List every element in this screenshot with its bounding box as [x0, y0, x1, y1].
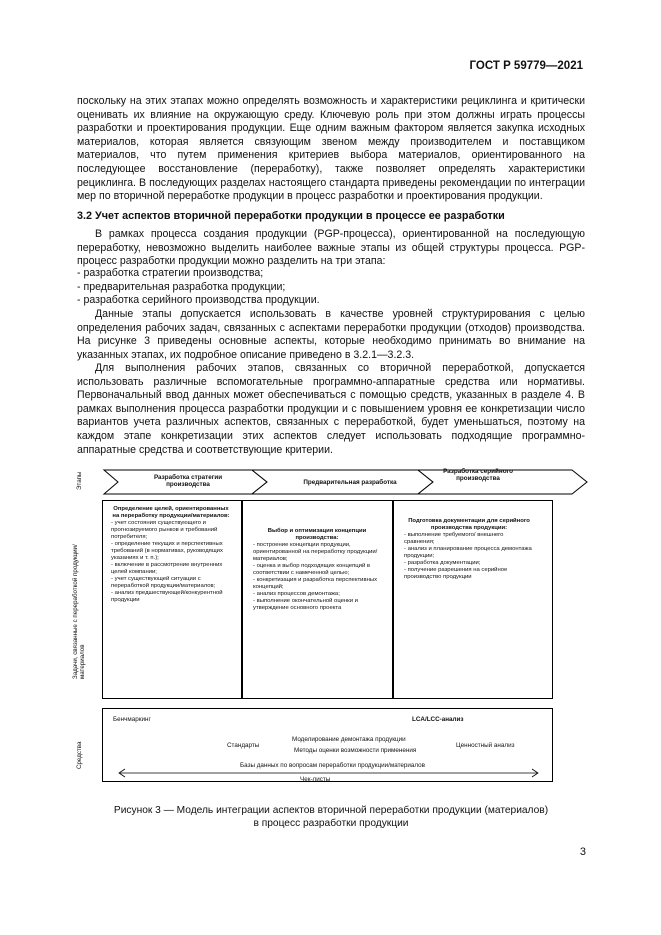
- task-list-preliminary: [253, 528, 381, 612]
- list-item: - оценка и выбор подходящих концепций в соответствии с намеченной целью;: [253, 563, 370, 576]
- task-list-strategy: [111, 506, 231, 604]
- list-item: - учет состояния существующего и прогнозируемого рынков и требований потребителя;: [111, 520, 218, 540]
- caption-line: в процесс разработки продукции: [253, 818, 409, 829]
- caption-line: Рисунок 3 — Модель интеграции аспектов вторичной переработки продукции (материалов): [113, 805, 549, 816]
- list-item: - получение разрешения на серийное производство продукции: [404, 567, 508, 580]
- list-item: - предварительная разработка продукции;: [77, 280, 286, 293]
- task-title: Подготовка документации для серийного производства продукции:: [408, 518, 530, 531]
- tool-databases: Базы данных по вопросам переработки продукции/материалов: [240, 762, 426, 769]
- section-heading: 3.2 Учет аспектов вторичной переработки продукции в процессе ее разработки: [77, 210, 505, 222]
- stage-preliminary: Предварительная разработка: [303, 479, 397, 486]
- tool-standards: Стандарты: [227, 742, 260, 749]
- stage-strategy: Разработка стратегии производства: [153, 474, 223, 489]
- task-title: Определение целей, ориентированных на переработку продукции/материалов:: [112, 506, 230, 519]
- list-item: - разработка документации;: [404, 560, 481, 566]
- tool-benchmarking: Бенчмаркинг: [113, 716, 151, 723]
- list-item: - конкретизация и разработка перспективных концепций;: [253, 577, 378, 590]
- tool-value-analysis: Ценностный анализ: [456, 742, 515, 749]
- paragraph-2: Данные этапы допускается использовать в качестве уровней структурирования с целью определения рабочих задач, связанных с аспектами переработки продукции (отходов) производства. На рисунке 3 приведены основные аспекты, которые необходимо принимать во внимание на указанных этапах, их подробное описание приведено в 3.2.1—3.2.3.: [77, 308, 585, 361]
- list-item: - включение в рассмотрение внутренних целей компании;: [111, 562, 223, 575]
- list-item: - определение текущих и перспективных требований (в нормативах, руководящих указаниях и т. п.);: [111, 541, 223, 561]
- list-item: - анализ предшествующей/конкурентной продукции: [111, 590, 223, 603]
- list-item: - разработка стратегии производства;: [77, 267, 264, 279]
- list-item: - учет существующей ситуации с переработкой продукции/материалов;: [111, 576, 216, 589]
- tool-methods: Методы оценки возможности применения: [294, 747, 417, 754]
- task-title: Выбор и оптимизация концепции производства:: [267, 528, 367, 541]
- paragraph-1: В рамках процесса создания продукции (PGP-процесса), ориентированной на последующую переработку, невозможно выделить наиболее важные этапы из общей структуры процесса. PGP-процесс разработки продукции можно разделить на три этапа:: [77, 228, 585, 268]
- list-item: - анализ процессов демонтажа;: [253, 591, 340, 597]
- figure-caption: [77, 804, 585, 830]
- list-item: - выполнение окончательной оценки и утверждение основного проекта: [253, 598, 358, 611]
- list-item: - выполнение требуемого/ внешнего сравнения;: [404, 532, 504, 545]
- intro-paragraph: поскольку на этих этапах можно определять возможность и характеристики рециклинга и критически оценивать их влияние на окружающую среду. Ключевую роль при этом должны играть процессы разработки и проектирования продукции. Еще одним важным фактором является закупка исходных материалов, которая является связующим звеном между производителем и поставщиком материалов, что путем применения критериев выбора материалов, ориентированного на последующее восстановление (переработку), также позволяет определять характеристики рециклинга. В последующих разделах настоящего стандарта приведены рекомендации по интеграции мер по вторичной переработке продукции в процесс разработки и проектирования продукции.: [77, 95, 585, 203]
- row-label-stages: Этапы: [76, 471, 83, 490]
- tool-checklists: Чек-листы: [300, 776, 331, 783]
- figure-3-diagram: Этапы Задачи, связанные с переработкой продукции/материалов Средства Разработка стратегии производства Предварительная разработка Разработка серийного производства Определение целей, ориентированных на переработку продукции/материалов: - учет состояния существующего и прогнозируемого рынков и требований потребителя; - определение текущих и перспективных требований (в нормативах, руководящих указаниях и т. п.); - включение в рассмотрение внутренних целей компании; - учет существующей ситуации с переработкой продукции/материалов; - анализ предшествующей/конкурентной продукции Выбор и оптимизация концепции производства: - построение концепции продукции, ориентированной на переработку продукции/материалов; - оценка и выбор подходящих концепций в соответствии с намеченной целью; - конкретизация и разработка перспективных концепций; - анализ процессов демонтажа; - выполнение окончательной оценки и утверждение основного проекта Подготовка документации для серийного производства продукции: - выполнение требуемого/ внешнего сравнения; - анализ и планирование процесса демонтажа продукции; - разработка документации; - получение разрешения на серийное производство продукции Бенчмаркинг LCA/LCC-анализ Стандарты Моделирование демонтажа продукции Методы оценки возможности применения Ценностный анализ Базы данных по вопросам переработки продукции/материалов Чек-листы: [66, 464, 591, 798]
- page-number: 3: [579, 846, 586, 858]
- stage-serial: Разработка серийного производства: [443, 468, 513, 483]
- tool-lca: LCA/LCC-анализ: [412, 716, 464, 723]
- list-item: - разработка серийного производства продукции.: [77, 294, 320, 307]
- list-item: - построение концепции продукции, ориентированной на переработку продукции/материалов;: [253, 542, 378, 562]
- paragraph-3: Для выполнения рабочих этапов, связанных со вторичной переработкой, допускается использовать различные вспомогательные программно-аппаратные средства или нормативы. Первоначальный ввод данных может обеспечиваться с помощью средств, указанных в разделе 4. В рамках выполнения процесса разработки продукции и с повышением уровня ее конкретизации число вариантов учета различных аспектов, связанных с переработкой, будет уменьшаться, поэтому на каждом этапе конкретизации этих аспектов следует использовать подходящие программно-аппаратные средства и соответствующие критерии.: [77, 362, 585, 456]
- standard-number: ГОСТ Р 59779—2021: [469, 60, 583, 72]
- list-item: - анализ и планирование процесса демонтажа продукции;: [404, 546, 532, 559]
- task-list-serial: [404, 518, 534, 581]
- row-label-tools: Средства: [76, 741, 83, 769]
- tool-modeling: Моделирование демонтажа продукции: [292, 736, 406, 743]
- stage-list: [77, 267, 320, 308]
